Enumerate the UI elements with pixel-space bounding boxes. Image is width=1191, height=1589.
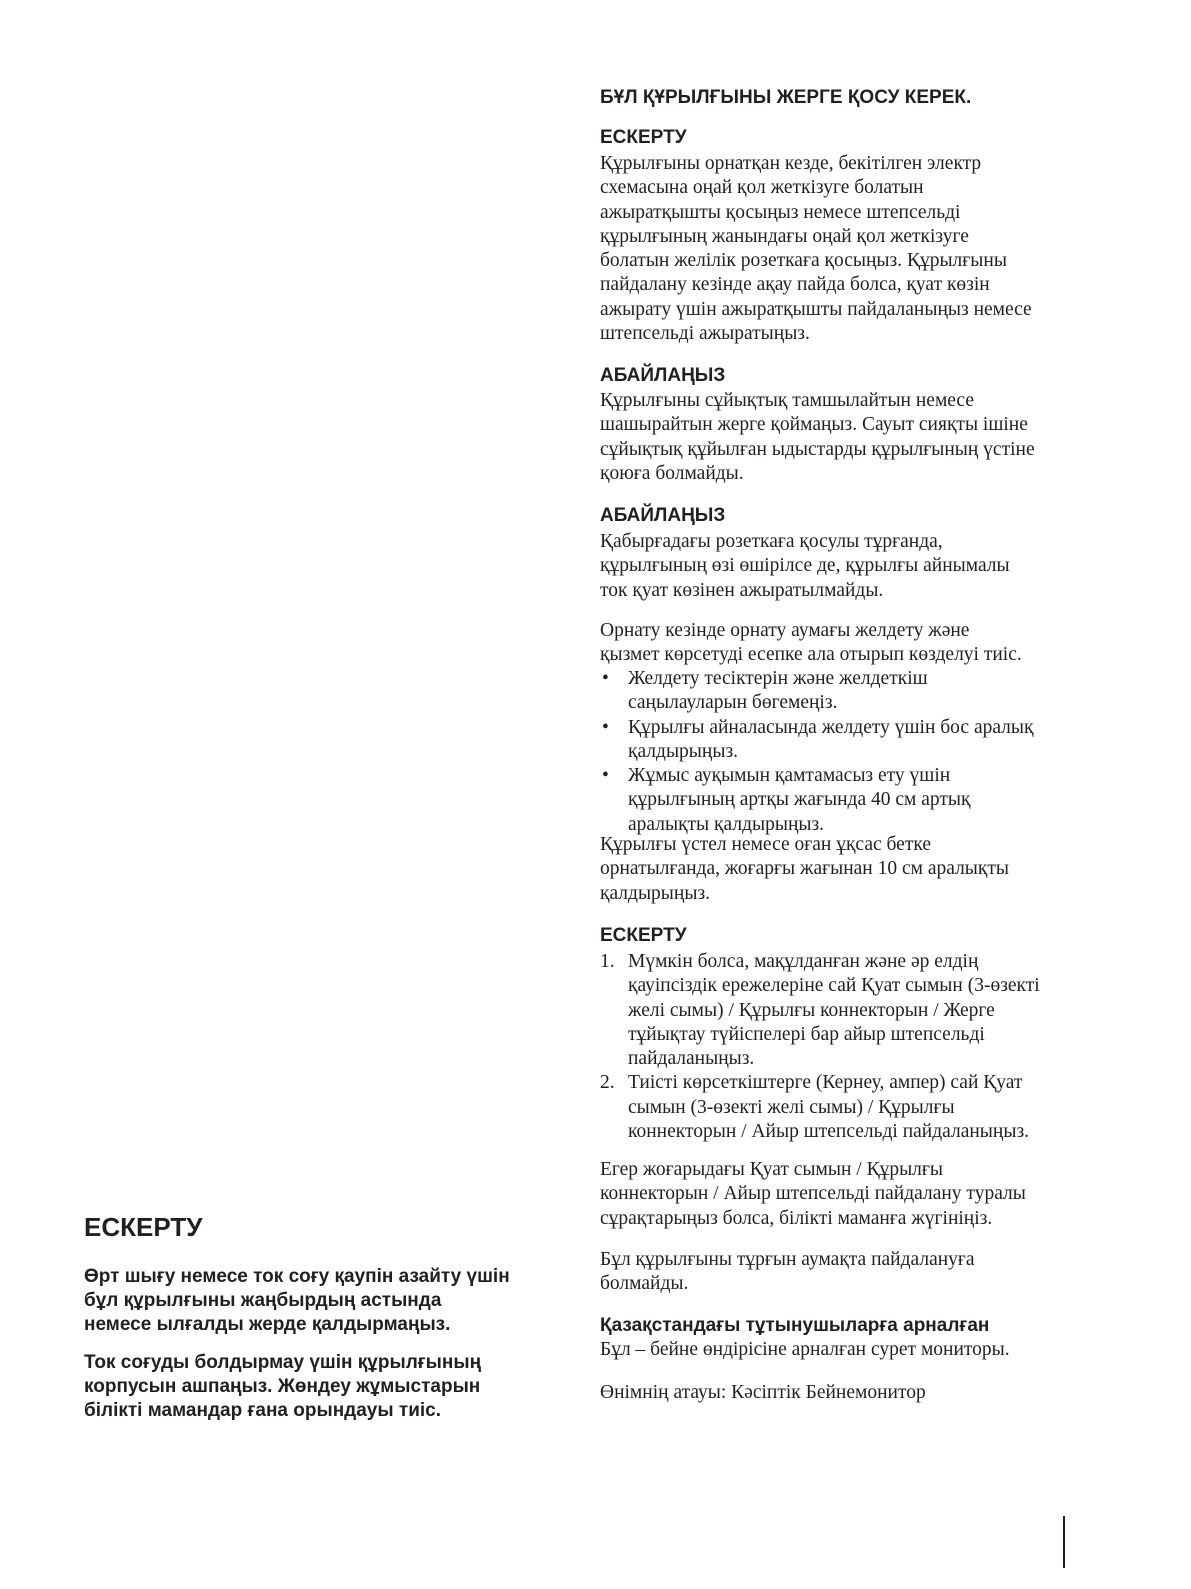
text-line: Бұл – бейне өндірісіне арналған сурет мониторы. (600, 1339, 1010, 1360)
bullet-item (600, 716, 1033, 765)
text-line: Бұл құрылғыны тұрғын аумақта пайдалануға (600, 1249, 975, 1270)
question-para (600, 1158, 1026, 1231)
bullet-icon: • (602, 765, 609, 787)
text-line: сұрақтарыңыз болса, білікті маманға жүгініңіз. (600, 1207, 993, 1229)
heading-text: АБАЙЛАҢЫЗ (600, 365, 726, 386)
text-line: орнатылғанда, жоғарғы жағынан 10 см аралықты (600, 858, 1010, 880)
residential-para (600, 1248, 975, 1297)
left-warning-fire (84, 1265, 510, 1338)
text-line: Егер жоғарыдағы Қуат сымын / Құрылғы (600, 1159, 944, 1180)
text-line: корпусын ашпаңыз. Жөндеу жұмыстарын (84, 1376, 481, 1398)
text-line: құрылғының жанындағы оңай қол жеткізуге (600, 225, 969, 247)
heading-text: ЕСКЕРТУ (600, 127, 687, 148)
text-line: сұйықтық құйылған ыдыстарды құрылғының үстіне (600, 438, 1035, 460)
heading-text: Қазақстандағы тұтынушыларға арналған (600, 1315, 990, 1336)
bullet-item (600, 667, 1033, 716)
warning2-heading (600, 924, 687, 948)
text-line: құрылғының артқы жағында 40 см артық (628, 789, 971, 811)
text-line: Қабырғадағы розеткаға қосулы тұрғанда, (600, 531, 943, 552)
text-line: құрылғының өзі өшірілсе де, құрылғы айнымалы (600, 555, 1010, 577)
heading-text: БҰЛ ҚҰРЫЛҒЫНЫ ЖЕРГЕ ҚОСУ КЕРЕК. (600, 87, 972, 108)
caution1-body (600, 389, 1035, 486)
item-number: 1. (600, 951, 615, 972)
warning1-body (600, 152, 1032, 346)
bullet-icon: • (602, 668, 609, 689)
text-line: аралықты қалдырыңыз. (628, 813, 825, 835)
text-line: пайдаланыңыз. (628, 1048, 755, 1070)
power-cord-list (600, 950, 1040, 1144)
text-line: қауіпсіздік ережелеріне сай Қуат сымын (3-өзекті (628, 975, 1040, 997)
text-line: ажырату үшін ажыратқышты пайдаланыңыз немесе (600, 298, 1032, 320)
text-line: штепсельді ажыратыңыз. (600, 323, 810, 345)
heading-text: ЕСКЕРТУ (600, 925, 687, 946)
text-line: Мүмкін болса, мақұлданған және әр елдің (628, 951, 979, 972)
text-line: білікті мамандар ғана орындауы тиіс. (84, 1400, 441, 1422)
caution2-body (600, 530, 1010, 603)
ground-heading (600, 86, 971, 110)
text-line: қызмет көрсетуді есепке ала отырып көзделуі тиіс. (600, 644, 1022, 666)
kazakhstan-heading (600, 1314, 989, 1338)
text-line: Құрылғы айналасында желдету үшін бос аралық (628, 716, 1034, 738)
text-line: сымын (3-өзекті желі сымы) / Құрылғы (628, 1096, 955, 1118)
text-line: Құрылғыны орнатқан кезде, бекітілген электр (600, 153, 982, 174)
left-warning-shock (84, 1351, 481, 1424)
kazakhstan-body (600, 1338, 1010, 1362)
caution2-heading (600, 504, 725, 528)
text-line: Құрылғы үстел немесе оған ұқсас бетке (600, 834, 931, 855)
text-line: Ток соғуды болдырмау үшін құрылғының (84, 1352, 482, 1373)
heading-text: ЕСКЕРТУ (84, 1212, 203, 1242)
text-line: тұйықтау түйіспелері бар айыр штепсельді (628, 1023, 985, 1045)
warning1-heading (600, 126, 687, 150)
text-line: Құрылғыны сұйықтық тамшылайтын немесе (600, 390, 974, 411)
bullet-icon: • (602, 716, 609, 738)
text-line: Тиісті көрсеткіштерге (Кернеу, ампер) сай Қуат (628, 1072, 1023, 1094)
install-intro (600, 619, 1022, 668)
text-line: немесе ылғалды жерде қалдырмаңыз. (84, 1314, 451, 1336)
text-line: болмайды. (600, 1273, 689, 1295)
ventilation-bullets (600, 667, 1033, 837)
product-name (600, 1381, 926, 1405)
bullet-item (600, 764, 1033, 837)
text-line: Жұмыс ауқымын қамтамасыз ету үшін (628, 765, 951, 787)
text-line: Өрт шығу немесе ток соғу қаупін азайту үшін (84, 1266, 510, 1287)
text-line: желі сымы) / Құрылғы коннекторын / Жерге (628, 999, 995, 1021)
text-line: бұл құрылғыны жаңбырдың астында (84, 1290, 442, 1312)
text-line: саңылауларын бөгемеңіз. (628, 692, 838, 714)
text-line: Орнату кезінде орнату аумағы желдету және (600, 620, 970, 641)
numbered-item (600, 950, 1040, 1071)
text-line: Өнімнің атауы: Кәсіптік Бейнемонитор (600, 1382, 926, 1403)
text-line: қалдырыңыз. (600, 882, 711, 904)
text-line: шашырайтын жерге қоймаңыз. Сауыт сияқты ішіне (600, 414, 1028, 436)
text-line: пайдалану кезінде ақау пайда болса, қуат көзін (600, 274, 990, 296)
item-number: 2. (600, 1072, 615, 1094)
page-edge-rule (1063, 1516, 1065, 1568)
text-line: Желдету тесіктерін және желдеткіш (628, 668, 928, 689)
text-line: ток қуат көзінен ажыратылмайды. (600, 579, 884, 601)
caution1-heading (600, 364, 725, 388)
heading-text: АБАЙЛАҢЫЗ (600, 505, 726, 526)
text-line: қалдырыңыз. (628, 740, 739, 762)
text-line: коннекторын / Айыр штепсельді пайдалану туралы (600, 1183, 1026, 1205)
text-line: схемасына оңай қол жеткізуге болатын (600, 177, 924, 199)
text-line: болатын желілік розеткаға қосыңыз. Құрылғыны (600, 250, 1007, 272)
text-line: қоюға болмайды. (600, 462, 744, 484)
left-warning-heading (84, 1212, 202, 1242)
text-line: ажыратқышты қосыңыз немесе штепсельді (600, 201, 961, 223)
numbered-item (600, 1071, 1040, 1144)
install-outro (600, 833, 1009, 906)
text-line: коннекторын / Айыр штепсельді пайдаланыңыз. (628, 1121, 1030, 1143)
